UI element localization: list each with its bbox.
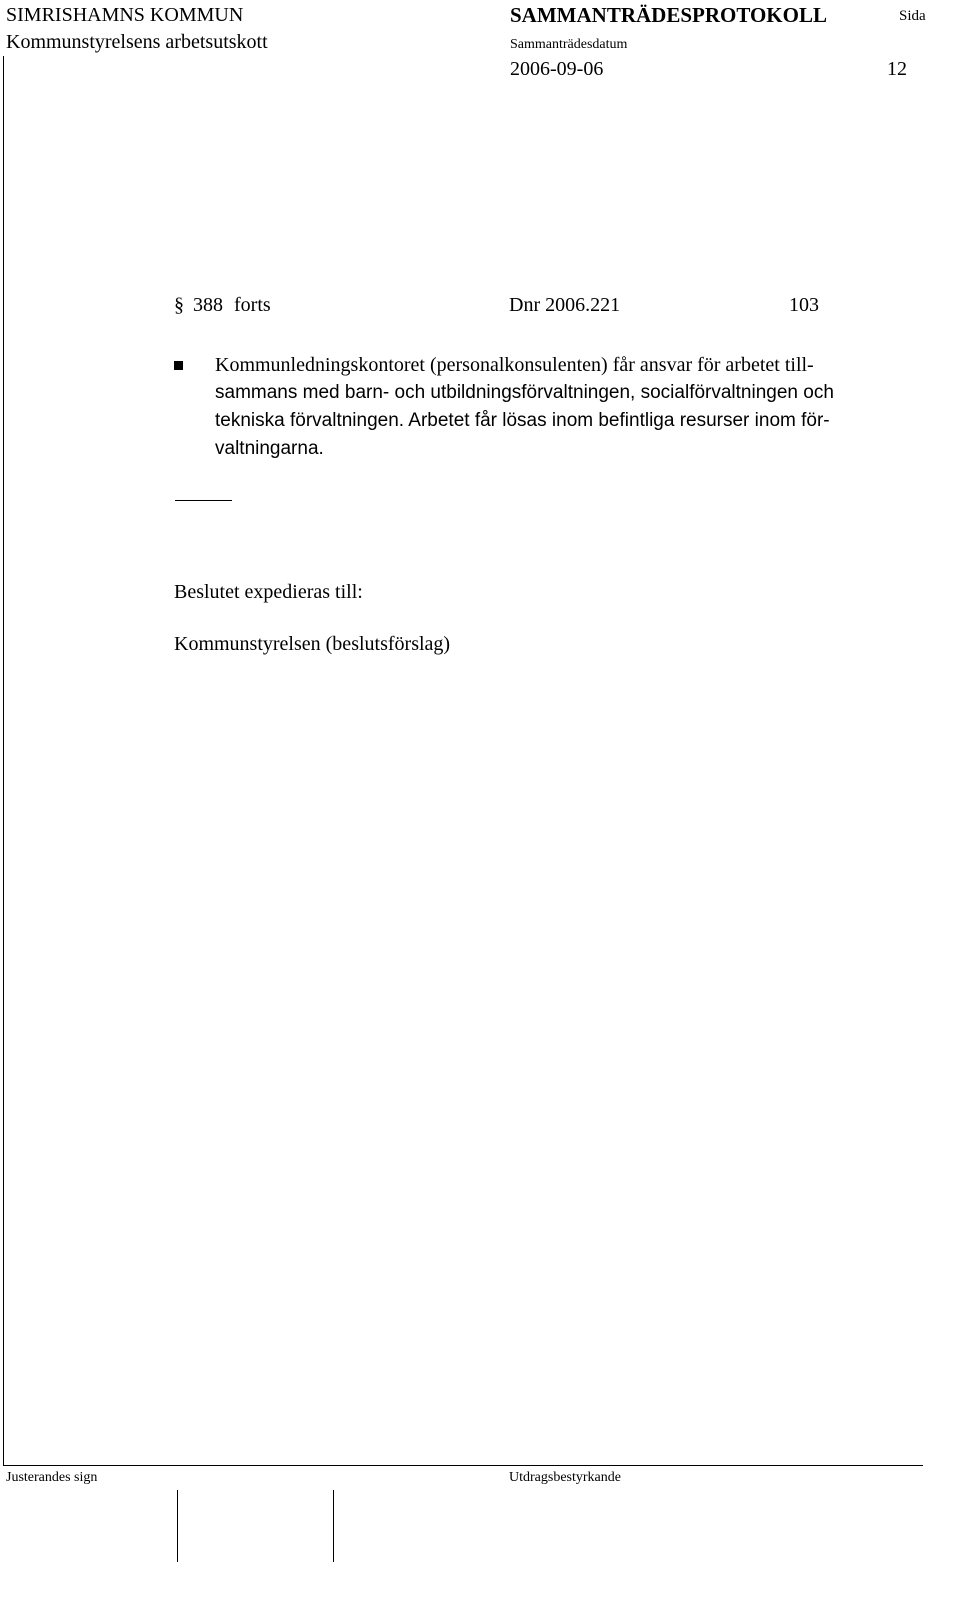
decision-paragraph [215, 351, 943, 463]
decision-line: valtningarna. [215, 438, 324, 459]
footer-rule [3, 1465, 923, 1466]
committee-name: Kommunstyrelsens arbetsutskott [6, 31, 268, 53]
section-symbol: § [174, 294, 184, 316]
distribution-heading: Beslutet expedieras till: [174, 581, 363, 603]
page-number: 12 [887, 58, 907, 80]
diary-number: Dnr 2006.221 [509, 294, 621, 316]
signature-divider [333, 1490, 334, 1562]
meeting-date: 2006-09-06 [510, 58, 604, 80]
certification-label: Utdragsbestyrkande [509, 1470, 621, 1485]
section-heading [174, 294, 271, 317]
signers-label: Justerandes sign [6, 1470, 98, 1485]
document-type: SAMMANTRÄDESPROTOKOLL [510, 3, 827, 27]
section-number: 388 [193, 294, 223, 316]
decision-line: sammans med barn- och utbildningsförvaltningen, socialförvaltningen och [215, 382, 834, 403]
bullet-icon [174, 361, 183, 370]
section-code: 103 [789, 294, 819, 316]
page-label: Sida [899, 8, 926, 24]
section-separator [175, 500, 232, 501]
distribution-recipient: Kommunstyrelsen (beslutsförslag) [174, 633, 451, 655]
decision-line: tekniska förvaltningen. Arbetet får lösas inom befintliga resurser inom för- [215, 410, 830, 431]
signature-divider [177, 1490, 178, 1562]
date-label: Sammanträdesdatum [510, 37, 628, 52]
decision-line: Kommunledningskontoret (personalkonsulenten) får ansvar för arbetet till- [215, 354, 814, 376]
section-continuation: forts [234, 294, 271, 316]
left-margin-rule [3, 56, 4, 1466]
org-name: SIMRISHAMNS KOMMUN [6, 4, 244, 26]
